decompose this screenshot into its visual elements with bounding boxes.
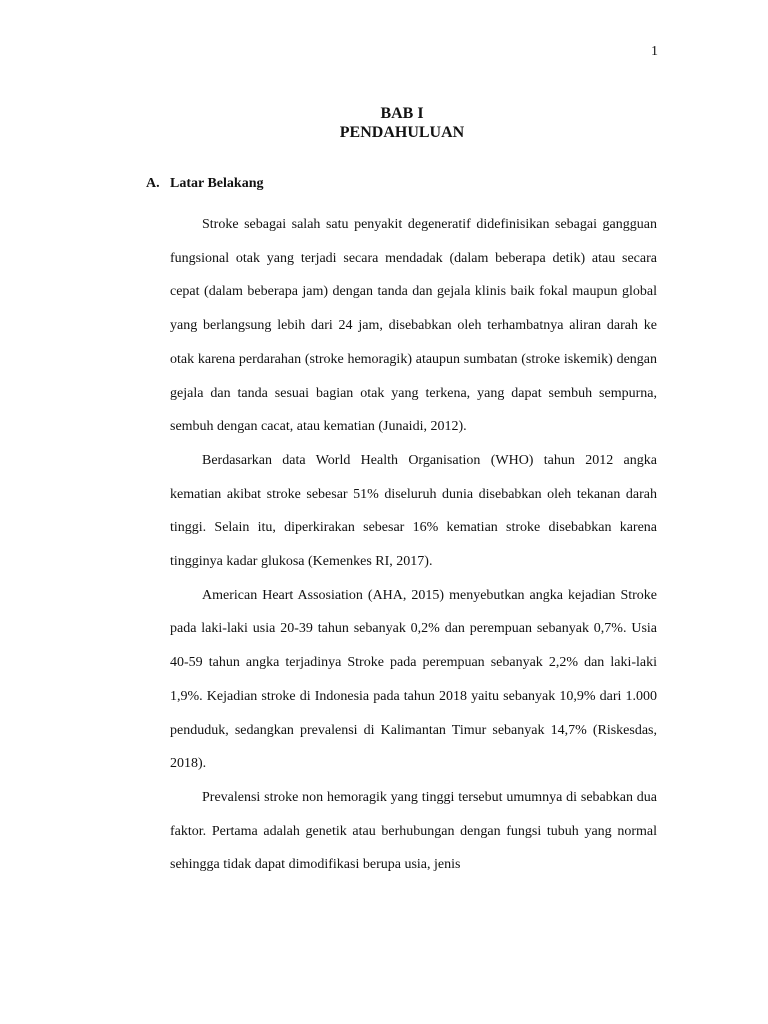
section-title: Latar Belakang [170, 176, 264, 191]
section-heading [146, 176, 263, 192]
paragraph-stroke-definition: Stroke sebagai salah satu penyakit degeneratif didefinisikan sebagai gangguan fungsional otak yang terjadi secara mendadak (dalam beberapa detik) atau secara cepat (dalam beberapa jam) dengan tanda dan gejala klinis baik fokal maupun global yang berlangsung lebih dari 24 jam, disebabkan oleh terhambatnya aliran darah ke otak karena perdarahan (stroke hemoragik) ataupun sumbatan (stroke iskemik) dengan gejala dan tanda sesuai bagian otak yang terkena, yang dapat sembuh sempurna, sembuh dengan cacat, atau kematian (Junaidi, 2012). [170, 217, 657, 435]
body-text [170, 208, 657, 882]
chapter-title: PENDAHULUAN [339, 124, 465, 141]
chapter-label: BAB I [380, 105, 424, 122]
page-number: 1 [651, 44, 658, 59]
paragraph-aha-data: American Heart Assosiation (AHA, 2015) menyebutkan angka kejadian Stroke pada laki-laki usia 20-39 tahun sebanyak 0,2% dan perempuan sebanyak 0,7%. Usia 40-59 tahun angka terjadinya Stroke pada perempuan sebanyak 2,2% dan laki-laki 1,9%. Kejadian stroke di Indonesia pada tahun 2018 yaitu sebanyak 10,9% dari 1.000 penduduk, sedangkan prevalensi di Kalimantan Timur sebanyak 14,7% (Riskesdas, 2018). [170, 587, 657, 772]
paragraph-prevalence: Prevalensi stroke non hemoragik yang tinggi tersebut umumnya di sebabkan dua faktor. Pertama adalah genetik atau berhubungan dengan fungsi tubuh yang normal sehingga tidak dapat dimodifikasi berupa usia, jenis [170, 789, 657, 873]
chapter-heading [0, 104, 768, 142]
section-letter: A. [146, 176, 160, 191]
paragraph-who-data: Berdasarkan data World Health Organisation (WHO) tahun 2012 angka kematian akibat stroke sebesar 51% diseluruh dunia disebabkan oleh tekanan darah tinggi. Selain itu, diperkirakan sebesar 16% kematian stroke disebabkan karena tingginya kadar glukosa (Kemenkes RI, 2017). [170, 452, 657, 570]
